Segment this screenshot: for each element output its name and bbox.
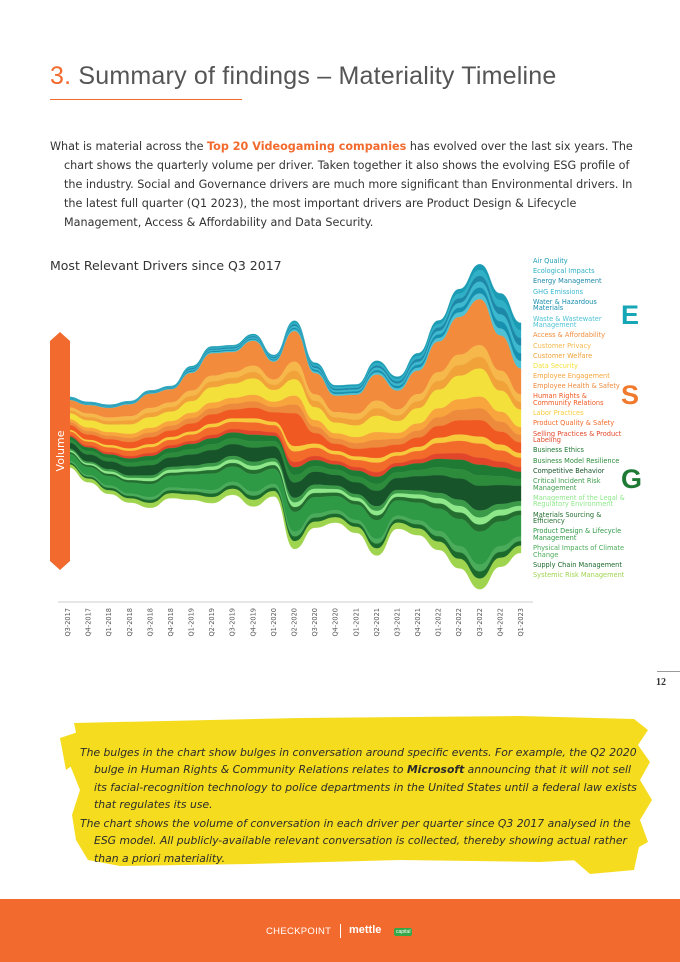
note-bold: Microsoft: [406, 763, 465, 777]
x-tick-label: Q1-2022: [434, 608, 443, 637]
note-text-part: announcing that it will not sell its facial-recognition technology to police departments in the United States until a federal law exists that regulates its use.: [94, 763, 637, 811]
legend-item: Supply Chain Management: [533, 560, 622, 569]
x-tick-label: Q4-2018: [167, 608, 175, 637]
x-tick-label: Q4-2021: [414, 608, 422, 637]
legend-item: Business Model Resilience: [533, 456, 620, 465]
x-tick-label: Q2-2019: [208, 608, 217, 637]
legend-item: Energy Management: [533, 277, 602, 286]
group-letter-s: S: [621, 380, 640, 410]
x-tick-label: Q3-2017: [64, 608, 72, 637]
legend-item: Access & Affordability: [533, 331, 605, 340]
x-tick-label: Q2-2020: [290, 608, 299, 637]
legend-item: Systemic Risk Management: [533, 571, 625, 580]
legend-item: Selling Practices & Product Labeling: [533, 429, 622, 445]
note-text: [80, 744, 640, 869]
note-paragraph-2: The chart shows the volume of conversation in each driver per quarter since Q3 2017 analysed in the ESG model. All publicly-available relevant conversation is collected, thereby showing actual rather than a priori materiality.: [80, 817, 631, 865]
mettle-capital-tag: capital: [396, 929, 411, 935]
x-tick-label: Q3-2020: [311, 608, 320, 637]
x-tick-label: Q4-2022: [496, 608, 505, 637]
x-tick-label: Q4-2020: [331, 608, 340, 637]
x-tick-label: Q3-2021: [393, 608, 402, 637]
legend-item: Air Quality: [533, 257, 568, 265]
intro-text-part: What is material across the: [50, 140, 208, 153]
x-tick-label: Q2-2021: [372, 608, 381, 637]
x-tick-label: Q3-2019: [228, 608, 237, 637]
x-tick-label: Q3-2022: [475, 608, 484, 637]
legend-item: Management of the Legal & Regulatory Environment: [533, 493, 625, 509]
legend-item: Employee Engagement: [533, 372, 610, 381]
legend-item: Materials Sourcing & Efficiency: [533, 510, 602, 526]
x-tick-label: Q1-2019: [187, 608, 196, 637]
legend-item: Water & Hazardous Materials: [533, 297, 597, 313]
note-text-part: The bulges in the chart show bulges in conversation around specific events. For example, the Q2 2020 bulge in Human Rights & Community Relations relates to: [80, 746, 637, 777]
x-tick-label: Q2-2018: [125, 608, 134, 637]
legend-item: Employee Health & Safety: [533, 382, 620, 391]
x-tick-label: Q3-2018: [146, 608, 155, 637]
legend-item: Labor Practices: [533, 409, 584, 418]
legend-item: Waste & Wastewater Management: [533, 314, 602, 330]
x-tick-label: Q1-2020: [269, 608, 278, 637]
logo-separator: [340, 924, 341, 938]
legend-item: Critical Incident Risk Management: [533, 476, 601, 492]
group-letter-e: E: [621, 300, 640, 330]
checkpoint-logo: CHECKPOINT: [266, 926, 332, 937]
intro-highlight: Top 20 Videogaming companies: [207, 140, 407, 153]
legend-item: Customer Welfare: [533, 351, 593, 360]
legend-item: Ecological Impacts: [533, 267, 595, 276]
legend-item: Competitive Behavior: [533, 466, 605, 475]
legend-item: Physical Impacts of Climate Change: [533, 544, 625, 559]
intro-text-part: has evolved over the last six years. The chart shows the quarterly volume per driver. Taken together it also shows the evolving ESG profile of the industry. Social and Governance drivers are much more significant than Environmental drivers. In the latest full quarter (Q1 2023), the most important drivers are Product Design & Lifecycle Management, Access & Affordability and Data Security.: [64, 140, 633, 229]
x-tick-label: Q1-2023: [517, 608, 525, 637]
chart-title: Most Relevant Drivers since Q3 2017: [50, 258, 282, 273]
x-tick-label: Q1-2018: [105, 608, 114, 637]
group-letter-g: G: [621, 464, 643, 494]
x-tick-label: Q4-2017: [84, 608, 93, 637]
title-text: Summary of findings – Materiality Timeline: [78, 62, 557, 90]
mettle-logo: mettle: [349, 924, 382, 936]
x-tick-label: Q2-2022: [455, 608, 464, 637]
x-tick-label: Q1-2021: [352, 608, 361, 637]
section-number: 3.: [50, 62, 72, 90]
legend-item: Product Design & Lifecycle Management: [533, 527, 622, 542]
x-tick-label: Q4-2019: [249, 608, 258, 637]
page-number: 12: [656, 677, 666, 688]
legend-item: Business Ethics: [533, 446, 584, 455]
legend-item: GHG Emissions: [533, 287, 584, 296]
legend-item: Human Rights & Community Relations: [533, 392, 604, 408]
legend-item: Data Security: [533, 361, 578, 370]
legend-item: Product Quality & Safety: [533, 419, 615, 428]
legend-item: Customer Privacy: [533, 341, 591, 350]
y-axis-label: Volume: [54, 430, 67, 472]
